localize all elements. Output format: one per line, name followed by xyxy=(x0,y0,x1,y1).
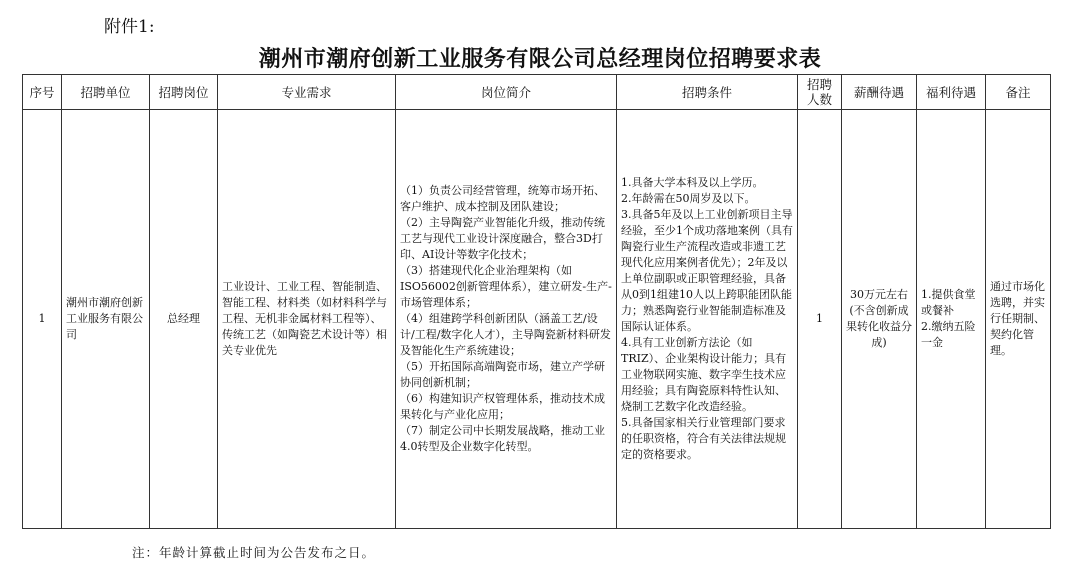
cell-intro xyxy=(396,110,617,529)
welfare-item: 2.缴纳五险一金 xyxy=(921,320,976,349)
intro-item: （4）组建跨学科创新团队（涵盖工艺/设计/工程/数字化人才），主导陶瓷新材料研发及智能化生产系统建设； xyxy=(400,312,611,357)
cell-unit: 潮州市潮府创新工业服务有限公司 xyxy=(62,110,150,529)
intro-item: （3）搭建现代化企业治理架构（如ISO56002创新管理体系），建立研发-生产-市场管理体系； xyxy=(400,264,612,309)
intro-item: （6）构建知识产权管理体系，推动技术成果转化与产业化应用； xyxy=(400,392,605,421)
footnote: 注：年龄计算截止时间为公告发布之日。 xyxy=(132,545,376,560)
condition-item: 2.年龄需在50周岁及以下。 xyxy=(621,192,756,205)
header-welfare: 福利待遇 xyxy=(917,75,986,110)
table-row xyxy=(23,110,1051,529)
intro-item: （2）主导陶瓷产业智能化升级，推动传统工艺与现代工业设计深度融合，整合3D打印、AI设计等数字化技术； xyxy=(400,216,605,261)
header-count: 招聘人数 xyxy=(798,75,842,110)
recruitment-table xyxy=(22,74,1051,529)
condition-item: 3.具备5年及以上工业创新项目主导经验，至少1个成功落地案例（具有陶瓷行业生产流程改造或非遗工艺现代化应用案例者优先）；2年及以上单位副职或正职管理经验，具备从0到1组建10人以上跨职能团队能力；熟悉陶瓷行业智能制造标准及国际认证体系。 xyxy=(621,208,793,333)
header-salary: 薪酬待遇 xyxy=(842,75,917,110)
header-no: 序号 xyxy=(23,75,62,110)
condition-item: 1.具备大学本科及以上学历。 xyxy=(621,176,764,189)
welfare-item: 1.提供食堂或餐补 xyxy=(921,288,976,317)
header-remark: 备注 xyxy=(986,75,1051,110)
cell-remark: 通过市场化选聘，并实行任期制、契约化管理。 xyxy=(986,110,1051,529)
intro-item: （7）制定公司中长期发展战略，推动工业4.0转型及企业数字化转型。 xyxy=(400,424,605,453)
intro-item: （1）负责公司经营管理，统筹市场开拓、客户维护、成本控制及团队建设； xyxy=(400,184,605,213)
condition-item: 4.具有工业创新方法论（如TRIZ）、企业架构设计能力；具有工业物联网实施、数字孪生技术应用经验；具有陶瓷原料特性认知、烧制工艺数字化改造经验。 xyxy=(621,336,787,413)
table-header-row xyxy=(23,75,1051,110)
cell-no: 1 xyxy=(23,110,62,529)
header-conditions: 招聘条件 xyxy=(617,75,798,110)
cell-salary: 30万元左右(不含创新成果转化收益分成) xyxy=(842,110,917,529)
header-unit: 招聘单位 xyxy=(62,75,150,110)
page-title: 潮州市潮府创新工业服务有限公司总经理岗位招聘要求表 xyxy=(258,46,822,72)
cell-welfare xyxy=(917,110,986,529)
cell-count: 1 xyxy=(798,110,842,529)
attachment-label: 附件1: xyxy=(104,17,155,37)
cell-position: 总经理 xyxy=(150,110,218,529)
header-intro: 岗位简介 xyxy=(396,75,617,110)
header-position: 招聘岗位 xyxy=(150,75,218,110)
condition-item: 5.具备国家相关行业管理部门要求的任职资格，符合有关法律法规规定的资格要求。 xyxy=(621,416,786,461)
intro-item: （5）开拓国际高端陶瓷市场，建立产学研协同创新机制； xyxy=(400,360,605,389)
header-major: 专业需求 xyxy=(218,75,396,110)
cell-conditions xyxy=(617,110,798,529)
cell-major: 工业设计、工业工程、智能制造、智能工程、材料类（如材料科学与工程、无机非金属材料工程等）、传统工艺（如陶瓷艺术设计等）相关专业优先 xyxy=(218,110,396,529)
